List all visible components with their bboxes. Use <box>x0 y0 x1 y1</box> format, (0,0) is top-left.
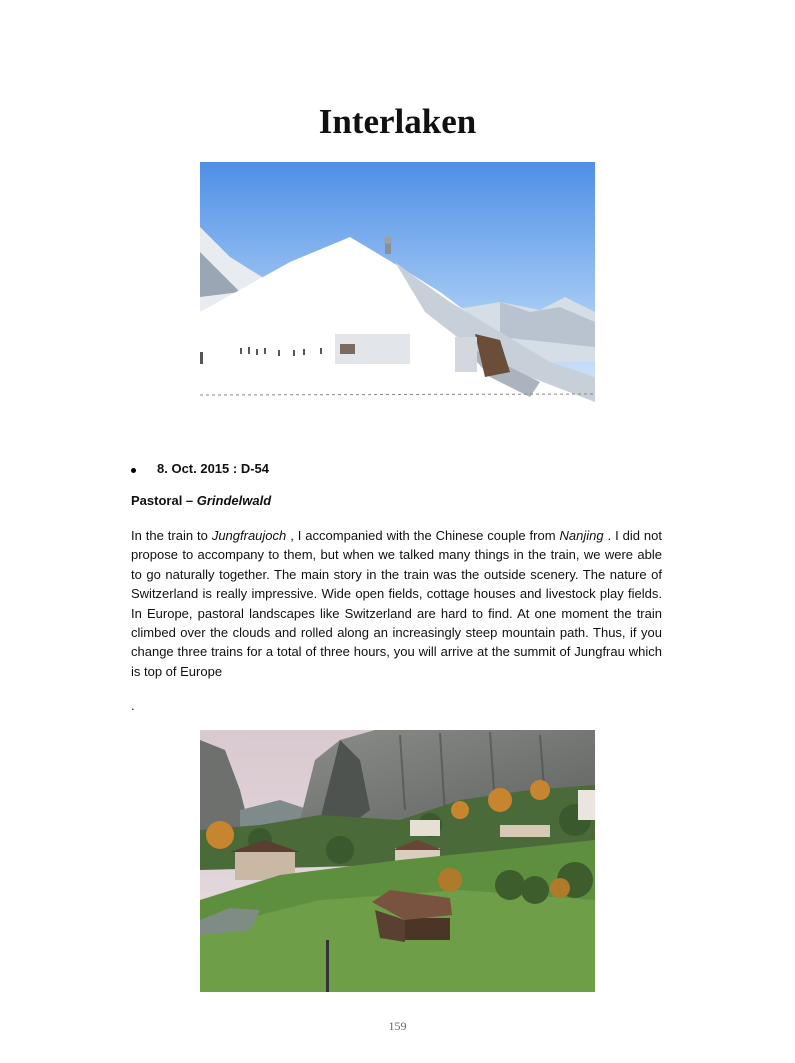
paragraph-place-2: Nanjing <box>559 528 604 543</box>
entry-date: 8. Oct. 2015 : D-54 <box>157 461 269 476</box>
paragraph-text-3: . I did not propose to accompany to them, but when we talked many things in the train, we were able to go naturally together. The main story in the train was the outside scenery. The nature of Switzerland is really impressive. Wide open fields, cottage houses and livestock play fields. In Europe, pastoral landscapes like Switzerland are hard to find. At one moment the train climbed over the clouds and rolled along an increasingly steep mountain path. Thus, if you change three trains for a total of three hours, you will arrive at the summit of Jungfrau which is top of Europe <box>131 528 662 679</box>
snow-mountain-photo <box>200 162 595 425</box>
paragraph-place-1: Jungfraujoch <box>211 528 287 543</box>
subtitle-place: Grindelwald <box>196 493 272 508</box>
page-title: Interlaken <box>318 102 477 141</box>
subtitle-prefix: Pastoral – <box>131 493 197 508</box>
entry-paragraph <box>131 526 662 681</box>
trailing-period: . <box>131 698 135 713</box>
entry-subtitle <box>131 492 271 510</box>
paragraph-text-2: , I accompanied with the Chinese couple from <box>286 528 560 543</box>
valley-village-photo <box>200 730 595 992</box>
bullet-icon <box>131 468 136 473</box>
paragraph-text-1: In the train to <box>131 528 212 543</box>
page-number: 159 <box>388 1019 407 1033</box>
